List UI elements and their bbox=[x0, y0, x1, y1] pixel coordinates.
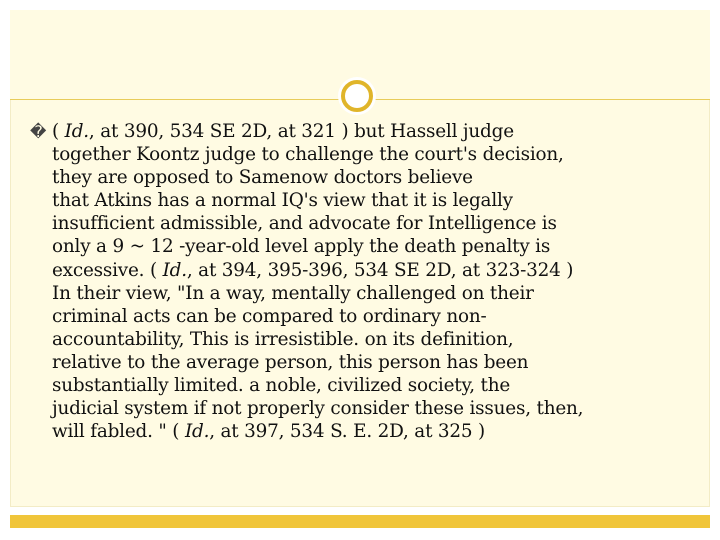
text-line: In their view, "In a way, mentally challenged on their bbox=[52, 282, 534, 304]
text-line: judicial system if not properly consider these issues, then, bbox=[52, 398, 584, 420]
footer-bar bbox=[10, 515, 710, 528]
text-line: accountability, This is irresistible. on its definition, bbox=[52, 328, 514, 350]
text-line: will fabled. " ( Id., at 397, 534 S. E. 2D, at 325 ) bbox=[52, 421, 486, 443]
text-line: that Atkins has a normal IQ's view that it is legally bbox=[52, 190, 513, 212]
text-line: criminal acts can be compared to ordinary non- bbox=[52, 305, 487, 327]
citation-id: Id. bbox=[64, 121, 89, 142]
slide-frame bbox=[10, 10, 710, 507]
body-paragraph bbox=[30, 120, 705, 443]
circle-ornament-icon bbox=[341, 80, 373, 112]
bullet-icon: � bbox=[30, 122, 47, 141]
text-line: excessive. ( Id., at 394, 395-396, 534 SE 2D, at 323-324 ) bbox=[52, 259, 574, 281]
text-line: relative to the average person, this person has been bbox=[52, 351, 529, 373]
citation-id: Id. bbox=[162, 259, 187, 281]
text-line: together Koontz judge to challenge the court's decision, bbox=[52, 144, 564, 166]
text-line: substantially limited. a noble, civilized society, the bbox=[52, 375, 511, 397]
text-line: they are opposed to Samenow doctors believe bbox=[52, 167, 473, 189]
citation-id: Id. bbox=[184, 421, 210, 443]
text-line: insufficient admissible, and advocate for Intelligence is bbox=[52, 213, 557, 235]
text-line: only a 9 ~ 12 -year-old level apply the death penalty is bbox=[52, 236, 551, 258]
text-line: � ( Id., at 390, 534 SE 2D, at 321 ) but Hassell judge bbox=[30, 121, 514, 142]
